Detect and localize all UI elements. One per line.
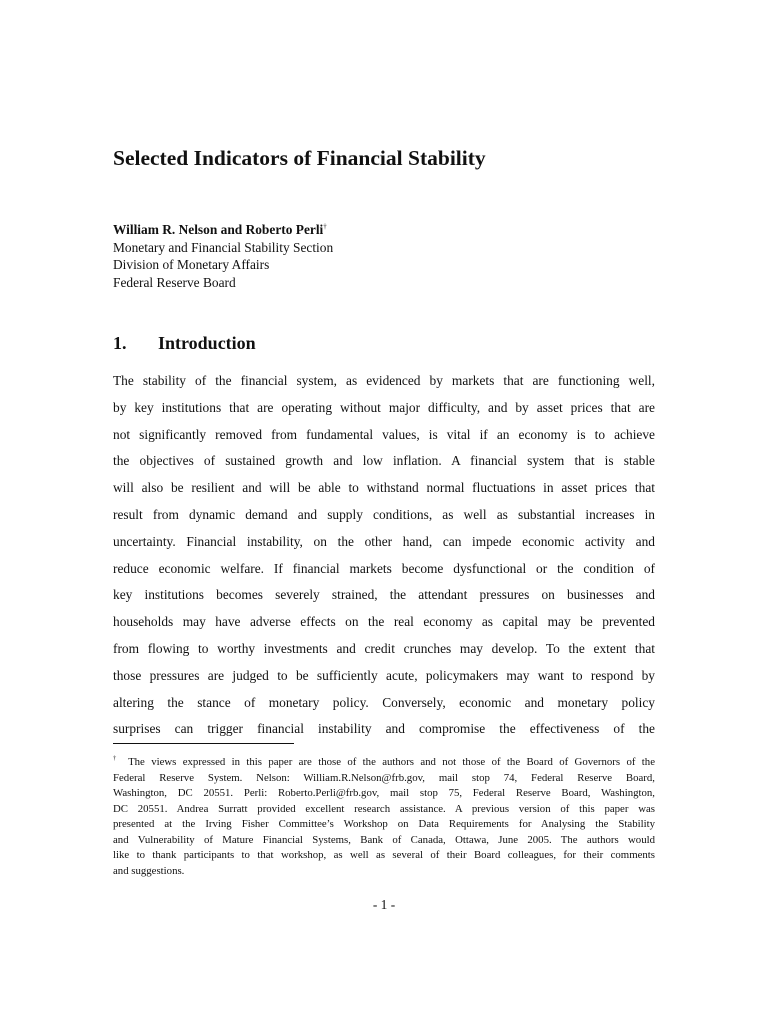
footnote-line: presented at the Irving Fisher Committee’s Workshop on Data Requirements for Analysing the Stability <box>113 818 655 830</box>
footnote-line: like to thank participants to that workshop, as well as several of their Board colleagues, for their comments <box>113 849 655 861</box>
paper-title: Selected Indicators of Financial Stability <box>113 146 486 170</box>
author-names-text: William R. Nelson and Roberto Perli <box>113 222 324 237</box>
footnote-line: DC 20551. Andrea Surratt provided excellent research assistance. A previous version of this paper was <box>113 802 655 815</box>
body-line: uncertainty. Financial instability, on the other hand, can impede economic activity and <box>113 533 655 549</box>
affiliation-division: Division of Monetary Affairs <box>113 257 270 272</box>
footnote-line: Federal Reserve System. Nelson: William.R.Nelson@frb.gov, mail stop 74, Federal Reserve Board, <box>113 771 655 784</box>
affiliation-section: Monetary and Financial Stability Section <box>113 239 334 255</box>
footnote-divider <box>113 743 294 744</box>
author-block <box>113 221 653 291</box>
body-line: The stability of the financial system, as evidenced by markets that are functioning well, <box>113 373 655 388</box>
section-number: 1. <box>113 333 127 353</box>
author-footnote-mark[interactable]: † <box>323 222 327 231</box>
body-line: result from dynamic demand and supply conditions, as well as substantial increases in <box>113 506 655 522</box>
body-paragraph <box>113 368 655 743</box>
body-line: from flowing to worthy investments and credit crunches may develop. To the extent that <box>113 640 655 656</box>
section-title: Introduction <box>158 333 256 353</box>
body-line: surprises can trigger financial instability and compromise the effectiveness of the <box>113 721 655 737</box>
footnote-line <box>113 755 655 771</box>
body-line: those pressures are judged to be sufficiently acute, policymakers may want to respond by <box>113 667 655 683</box>
footnote-line: Washington, DC 20551. Perli: Roberto.Perli@frb.gov, mail stop 75, Federal Reserve Board, Washington, <box>113 787 655 799</box>
footnote <box>113 755 655 879</box>
affiliation-organization: Federal Reserve Board <box>113 274 236 290</box>
page-number: - 1 - <box>372 897 396 912</box>
body-line: altering the stance of monetary policy. Conversely, economic and monetary policy <box>113 694 655 710</box>
body-line: not significantly removed from fundamental values, is vital if an economy is to achieve <box>113 426 655 442</box>
section-heading <box>113 330 256 356</box>
author-names <box>113 221 653 239</box>
footnote-line: and suggestions. <box>113 864 185 877</box>
footnote-mark: † <box>113 755 120 763</box>
body-line: the objectives of sustained growth and low inflation. A financial system that is stable <box>113 453 655 469</box>
body-line: will also be resilient and will be able to withstand normal fluctuations in asset prices that <box>113 480 655 496</box>
body-line: households may have adverse effects on the real economy as capital may be prevented <box>113 614 655 630</box>
body-line: key institutions becomes severely strained, the attendant pressures on businesses and <box>113 587 655 603</box>
footnote-line: and Vulnerability of Mature Financial Systems, Bank of Canada, Ottawa, June 2005. The authors would <box>113 833 655 846</box>
body-line: reduce economic welfare. If financial markets become dysfunctional or the condition of <box>113 560 655 576</box>
body-line: by key institutions that are operating without major difficulty, and by asset prices that are <box>113 399 655 415</box>
footnote-line-text: The views expressed in this paper are those of the authors and not those of the Board of Governors of the <box>128 756 655 768</box>
